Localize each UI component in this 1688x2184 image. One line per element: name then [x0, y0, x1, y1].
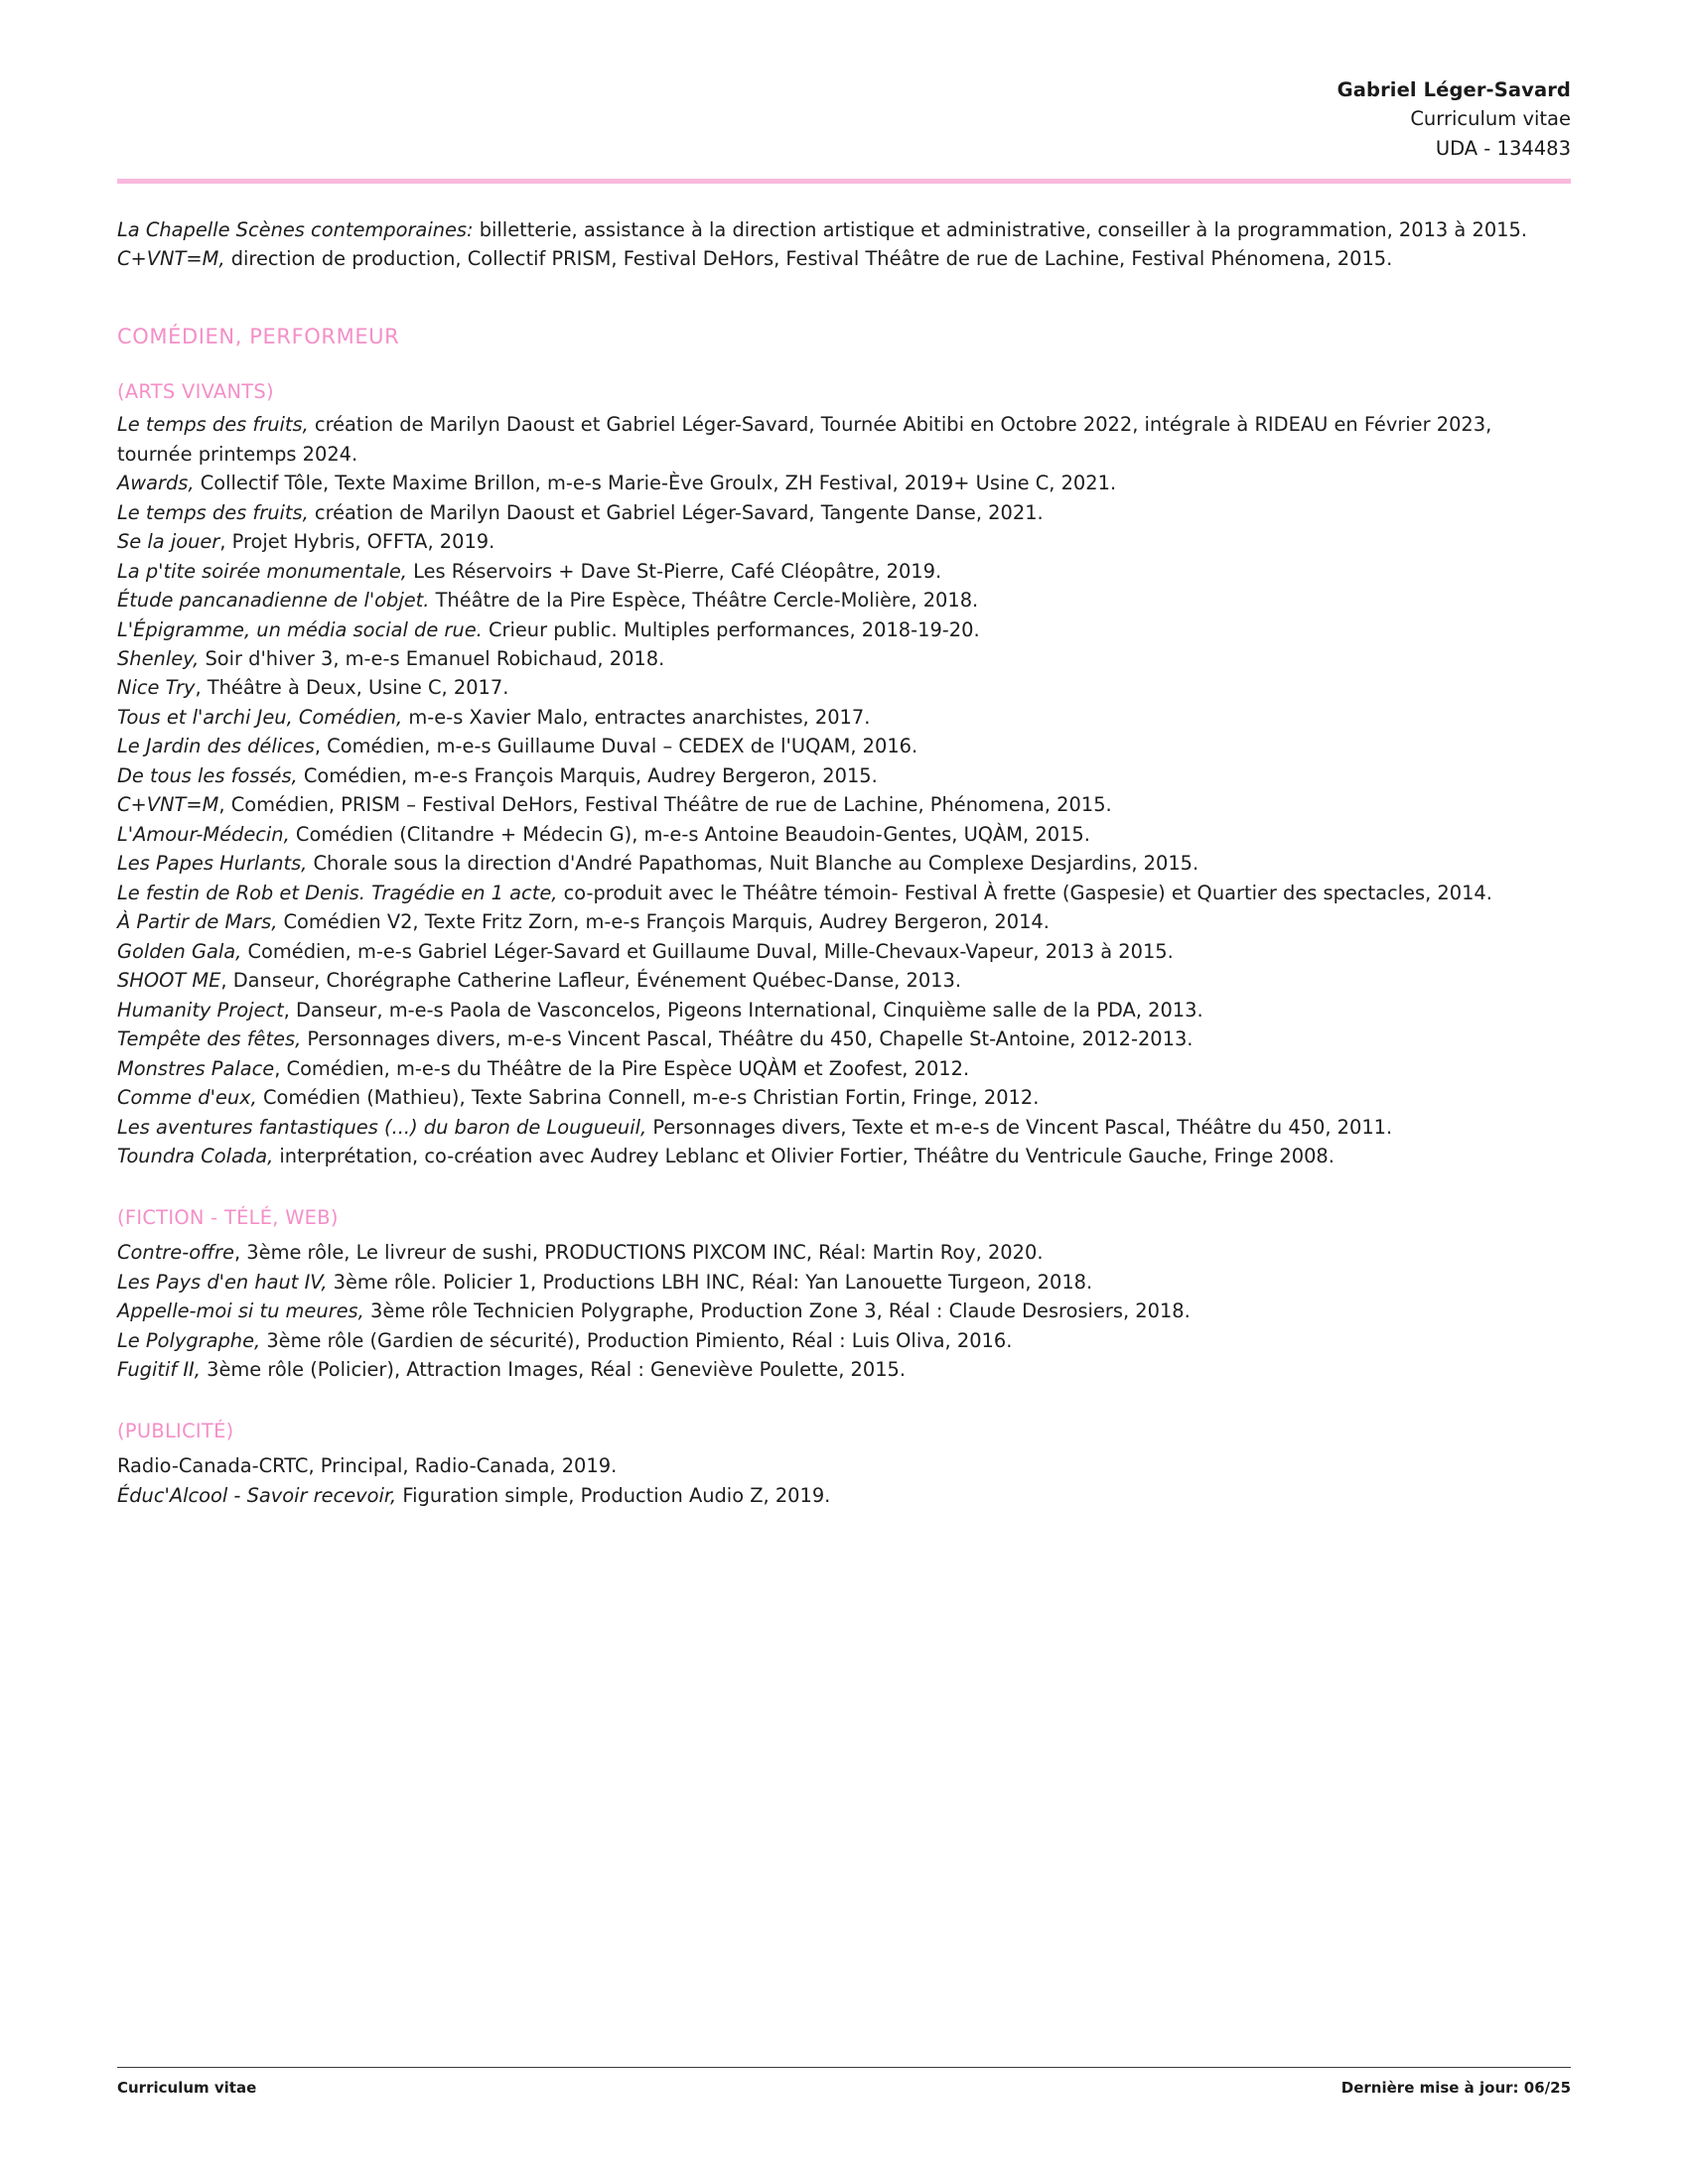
credit-entry: [117, 498, 1571, 527]
entry-title: Shenley,: [117, 646, 200, 670]
credit-entry: [117, 1451, 1571, 1480]
credit-entry: [117, 1326, 1571, 1355]
entry-details: Théâtre de la Pire Espèce, Théâtre Cercle-Molière, 2018.: [429, 589, 979, 613]
entry-details: , Danseur, Chorégraphe Catherine Lafleur, Événement Québec-Danse, 2013.: [220, 969, 961, 993]
header-name: Gabriel Léger-Savard: [1336, 78, 1571, 101]
entry-details: Collectif Tôle, Texte Maxime Brillon, m-e-s Marie-Ève Groulx, ZH Festival, 2019+ Usine C, 2021.: [194, 472, 1117, 495]
credit-entry: [117, 586, 1571, 614]
entry-details: , Théâtre à Deux, Usine C, 2017.: [195, 676, 509, 700]
entry-details: Comédien (Mathieu), Texte Sabrina Connell, m-e-s Christian Fortin, Fringe, 2012.: [256, 1086, 1040, 1110]
sections-container: [117, 322, 1571, 1510]
entry-details: , 3ème rôle, Le livreur de sushi, PRODUCTIONS PIXCOM INC, Réal: Martin Roy, 2020.: [233, 1241, 1044, 1265]
credit-entry: [117, 849, 1571, 878]
entry-title: Contre-offre: [117, 1241, 234, 1265]
entry-title: Les Pays d'en haut IV,: [117, 1270, 328, 1294]
entry-details: création de Marilyn Daoust et Gabriel Léger-Savard, Tangente Danse, 2021.: [308, 500, 1044, 524]
footer-right-label: Dernière mise à jour: 06/25: [1340, 2079, 1571, 2097]
document-body: [117, 184, 1571, 1510]
entry-title: La p'tite soirée monumentale,: [117, 559, 407, 583]
credit-entry: [117, 410, 1571, 469]
document-footer: [117, 2067, 1571, 2098]
entry-title: C+VNT=M,: [117, 247, 225, 271]
credit-entry: [117, 1297, 1571, 1325]
subsection-heading: (PUBLICITÉ): [117, 1419, 234, 1442]
entry-title: Le temps des fruits,: [117, 500, 309, 524]
entry-title: Golden Gala,: [117, 939, 242, 963]
entry-title: L'Amour-Médecin,: [117, 822, 290, 846]
credit-entry: [117, 527, 1571, 556]
entry-title: Les aventures fantastiques (...) du baron de Lougueuil,: [117, 1115, 647, 1139]
footer-left-label: Curriculum vitae: [117, 2079, 257, 2097]
subsection-entries: [117, 1238, 1571, 1384]
entry-details: Figuration simple, Production Audio Z, 2019.: [396, 1483, 831, 1507]
entry-title: Le temps des fruits,: [117, 413, 309, 437]
credit-entry: [117, 644, 1571, 673]
entry-title: Humanity Project: [117, 998, 284, 1022]
credit-entry: [117, 557, 1571, 586]
entry-details: 3ème rôle Technicien Polygraphe, Production Zone 3, Réal : Claude Desrosiers, 2018.: [363, 1299, 1191, 1323]
entry-details: , Danseur, m-e-s Paola de Vasconcelos, Pigeons International, Cinquième salle de la PDA, 2013.: [283, 998, 1203, 1022]
credit-entry: [117, 1113, 1571, 1142]
entry-details: , Comédien, PRISM – Festival DeHors, Festival Théâtre de rue de Lachine, Phénomena, 2015.: [218, 793, 1112, 817]
entry-title: Le Jardin des délices: [117, 735, 315, 758]
credit-entry: [117, 1268, 1571, 1297]
credit-entry: [117, 732, 1571, 760]
credit-entry: [117, 1054, 1571, 1083]
credit-entry: [117, 879, 1571, 907]
subsection-heading: (ARTS VIVANTS): [117, 379, 274, 403]
section-heading: COMÉDIEN, PERFORMEUR: [117, 324, 400, 348]
credit-entry: [117, 996, 1571, 1024]
entry-title: Awards,: [117, 472, 195, 495]
credit-entry: [117, 761, 1571, 790]
entry-title: Comme d'eux,: [117, 1086, 257, 1110]
subsection-entries: [117, 410, 1571, 1171]
intro-entry: [117, 244, 1571, 273]
subsection-entries: [117, 1451, 1571, 1510]
entry-title: Les Papes Hurlants,: [117, 852, 308, 876]
entry-title: La Chapelle Scènes contemporaines:: [117, 217, 474, 241]
credit-entry: [117, 937, 1571, 966]
intro-entry: [117, 215, 1571, 244]
entry-title: SHOOT ME: [117, 969, 221, 993]
entry-title: Se la jouer: [117, 530, 220, 554]
entry-title: À Partir de Mars,: [117, 910, 278, 934]
credit-entry: [117, 673, 1571, 702]
entry-details: 3ème rôle (Policier), Attraction Images, Réal : Geneviève Poulette, 2015.: [200, 1358, 907, 1382]
entry-title: Tous et l'archi Jeu, Comédien,: [117, 705, 403, 729]
entry-details: Crieur public. Multiples performances, 2018-19-20.: [482, 617, 980, 641]
entry-details: Comédien, m-e-s François Marquis, Audrey Bergeron, 2015.: [297, 763, 878, 787]
entry-details: billetterie, assistance à la direction artistique et administrative, conseiller à la programmation, 2013 à 2015.: [473, 217, 1527, 241]
entry-details: Chorale sous la direction d'André Papathomas, Nuit Blanche au Complexe Desjardins, 2015.: [307, 852, 1199, 876]
credit-entry: [117, 1024, 1571, 1053]
entry-title: L'Épigramme, un média social de rue.: [117, 617, 483, 641]
entry-details: 3ème rôle (Gardien de sécurité), Production Pimiento, Réal : Luis Oliva, 2016.: [260, 1328, 1013, 1352]
header-doc-type: Curriculum vitae: [1410, 107, 1571, 131]
entry-details: 3ème rôle. Policier 1, Productions LBH INC, Réal: Yan Lanouette Turgeon, 2018.: [327, 1270, 1093, 1294]
entry-details: interprétation, co-création avec Audrey Leblanc et Olivier Fortier, Théâtre du Ventricule Gauche, Fringe 2008.: [273, 1145, 1335, 1168]
entry-details: , Comédien, m-e-s Guillaume Duval – CEDEX de l'UQAM, 2016.: [314, 735, 918, 758]
entry-details: co-produit avec le Théâtre témoin- Festival À frette (Gaspesie) et Quartier des spectacles, 2014.: [557, 881, 1492, 904]
entry-title: Fugitif II,: [117, 1358, 201, 1382]
entry-details: Personnages divers, Texte et m-e-s de Vincent Pascal, Théâtre du 450, 2011.: [646, 1115, 1393, 1139]
entry-title: De tous les fossés,: [117, 763, 298, 787]
entry-details: direction de production, Collectif PRISM, Festival DeHors, Festival Théâtre de rue de Lachine, Festival Phénomena, 2015.: [224, 247, 1393, 271]
entry-title: C+VNT=M: [117, 793, 219, 817]
subsection-heading: (FICTION - TÉLÉ, WEB): [117, 1205, 339, 1229]
footer-divider: [117, 2067, 1571, 2069]
header-uda-id: UDA - 134483: [1435, 136, 1571, 160]
credit-entry: [117, 469, 1571, 497]
intro-entries: [117, 215, 1571, 274]
credit-entry: [117, 1083, 1571, 1112]
entry-details: Comédien, m-e-s Gabriel Léger-Savard et Guillaume Duval, Mille-Chevaux-Vapeur, 2013 à 2015.: [241, 939, 1174, 963]
entry-details: Personnages divers, m-e-s Vincent Pascal, Théâtre du 450, Chapelle St-Antoine, 2012-2013.: [301, 1027, 1194, 1051]
credit-entry: [117, 1355, 1571, 1384]
credit-entry: [117, 615, 1571, 644]
credit-entry: [117, 703, 1571, 732]
entry-title: Le festin de Rob et Denis. Tragédie en 1 acte,: [117, 881, 558, 904]
document-header: [117, 0, 1571, 163]
entry-details: Soir d'hiver 3, m-e-s Emanuel Robichaud, 2018.: [199, 646, 665, 670]
entry-title: Le Polygraphe,: [117, 1328, 261, 1352]
entry-title: Appelle-moi si tu meures,: [117, 1299, 364, 1323]
entry-details: création de Marilyn Daoust et Gabriel Léger-Savard, Tournée Abitibi en Octobre 2022, intégrale à RIDEAU en Février 2023, tournée printemps 2024.: [117, 413, 1492, 466]
credit-entry: [117, 1238, 1571, 1267]
entry-title: Éduc'Alcool - Savoir recevoir,: [117, 1483, 397, 1507]
entry-title: Monstres Palace: [117, 1056, 275, 1080]
credit-entry: [117, 1142, 1571, 1170]
entry-details: Radio-Canada-CRTC, Principal, Radio-Canada, 2019.: [117, 1454, 618, 1478]
credit-entry: [117, 790, 1571, 819]
entry-details: m-e-s Xavier Malo, entractes anarchistes, 2017.: [402, 705, 871, 729]
entry-details: , Projet Hybris, OFFTA, 2019.: [219, 530, 495, 554]
entry-details: , Comédien, m-e-s du Théâtre de la Pire Espèce UQÀM et Zoofest, 2012.: [274, 1056, 970, 1080]
entry-details: Les Réservoirs + Dave St-Pierre, Café Cléopâtre, 2019.: [406, 559, 942, 583]
entry-title: Nice Try: [117, 676, 196, 700]
credit-entry: [117, 1481, 1571, 1510]
credit-entry: [117, 966, 1571, 995]
credit-entry: [117, 820, 1571, 849]
entry-title: Toundra Colada,: [117, 1145, 274, 1168]
entry-details: Comédien (Clitandre + Médecin G), m-e-s Antoine Beaudoin-Gentes, UQÀM, 2015.: [289, 822, 1090, 846]
entry-title: Tempête des fêtes,: [117, 1027, 302, 1051]
entry-details: Comédien V2, Texte Fritz Zorn, m-e-s François Marquis, Audrey Bergeron, 2014.: [277, 910, 1050, 934]
credit-entry: [117, 907, 1571, 936]
entry-title: Étude pancanadienne de l'objet.: [117, 589, 430, 613]
